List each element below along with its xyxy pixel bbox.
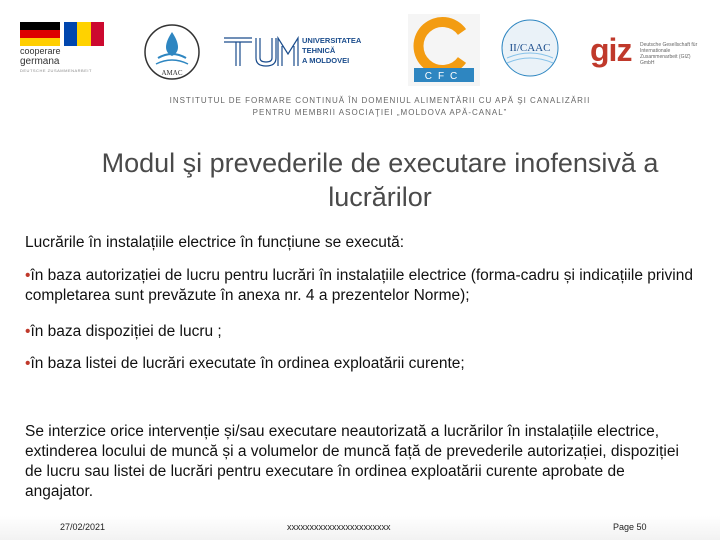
bullet-marker: • <box>25 355 31 372</box>
germana-logo-line2: germana <box>20 56 60 67</box>
prohibition-paragraph: Se interzice orice intervenție și/sau executare neautorizată a lucrărilor în instalațiile electrice, extinderea locului de muncă și a volumelor de muncă față de prevederile autorizației, dispoziției de lucru sau listei de lucrări pentru executare în ordinea exploatării curente aprobate de angajator. <box>25 423 679 500</box>
amac-logo <box>140 22 204 84</box>
amac-label: AMAC <box>161 69 183 77</box>
giz-logo <box>590 32 700 78</box>
utm-emblem-icon <box>222 30 300 70</box>
intro-text: Lucrările în instalațiile electrice în funcțiune se execută: <box>25 234 405 251</box>
footer-date: 27/02/2021 <box>60 522 106 532</box>
bullet-item-2 <box>25 322 695 342</box>
utm-logo-line2: A MOLDOVEI <box>302 56 350 65</box>
bullet-item-3-text: în baza listei de lucrări executate în ordinea exploatării curente; <box>30 355 465 372</box>
cfc-emblem-icon <box>408 14 480 86</box>
caac-logo <box>497 18 563 78</box>
giz-label: giz <box>590 32 632 68</box>
bullet-item-1-text: în baza autorizației de lucru pentru lucrări în instalațiile electrice (forma-cadru și indicațiile privind completarea sunt prevăzute în anexa nr. 4 a prezentelor Norme); <box>25 267 693 304</box>
logo-strip <box>0 0 720 90</box>
institute-line-2: PENTRU MEMBRII ASOCIAŢIEI „MOLDOVA APĂ-CANAL” <box>252 108 508 117</box>
footer-page-number: Page 50 <box>613 522 647 532</box>
germana-logo-line1: cooperare <box>20 46 61 56</box>
bullet-item-1 <box>25 266 695 306</box>
utm-logo-line1: UNIVERSITATEA TEHNICĂ <box>302 36 362 55</box>
caac-emblem-icon <box>497 18 563 78</box>
moldova-flag-icon <box>64 22 104 46</box>
amac-emblem-icon <box>140 22 204 84</box>
bullet-item-3 <box>25 354 695 374</box>
footer-center-text: xxxxxxxxxxxxxxxxxxxxxxx <box>287 522 391 532</box>
utm-logo <box>222 30 392 70</box>
cfc-logo <box>408 14 480 86</box>
giz-subtitle: Deutsche Gesellschaft für Internationale Zusammenarbeit (GIZ) GmbH <box>640 42 698 66</box>
bullet-marker: • <box>25 323 31 340</box>
utm-logo-text <box>302 36 392 66</box>
cfc-label: CFC <box>424 71 464 82</box>
slide-title-line-1: Modul şi prevederile de executare inofensivă a <box>101 148 659 178</box>
bullet-marker: • <box>25 267 31 284</box>
bullet-item-2-text: în baza dispoziției de lucru ; <box>30 323 222 340</box>
germana-logo-line3: DEUTSCHE ZUSAMMENARBEIT <box>20 68 92 73</box>
institute-line-1: INSTITUTUL DE FORMARE CONTINUĂ ÎN DOMENIUL ALIMENTĂRII CU APĂ ŞI CANALIZĂRII <box>169 96 591 105</box>
caac-label: II/CAAC <box>509 42 551 54</box>
cooperare-germana-logo <box>20 20 110 76</box>
slide-title-line-2: lucrărilor <box>328 182 432 212</box>
germany-flag-icon <box>20 22 60 46</box>
